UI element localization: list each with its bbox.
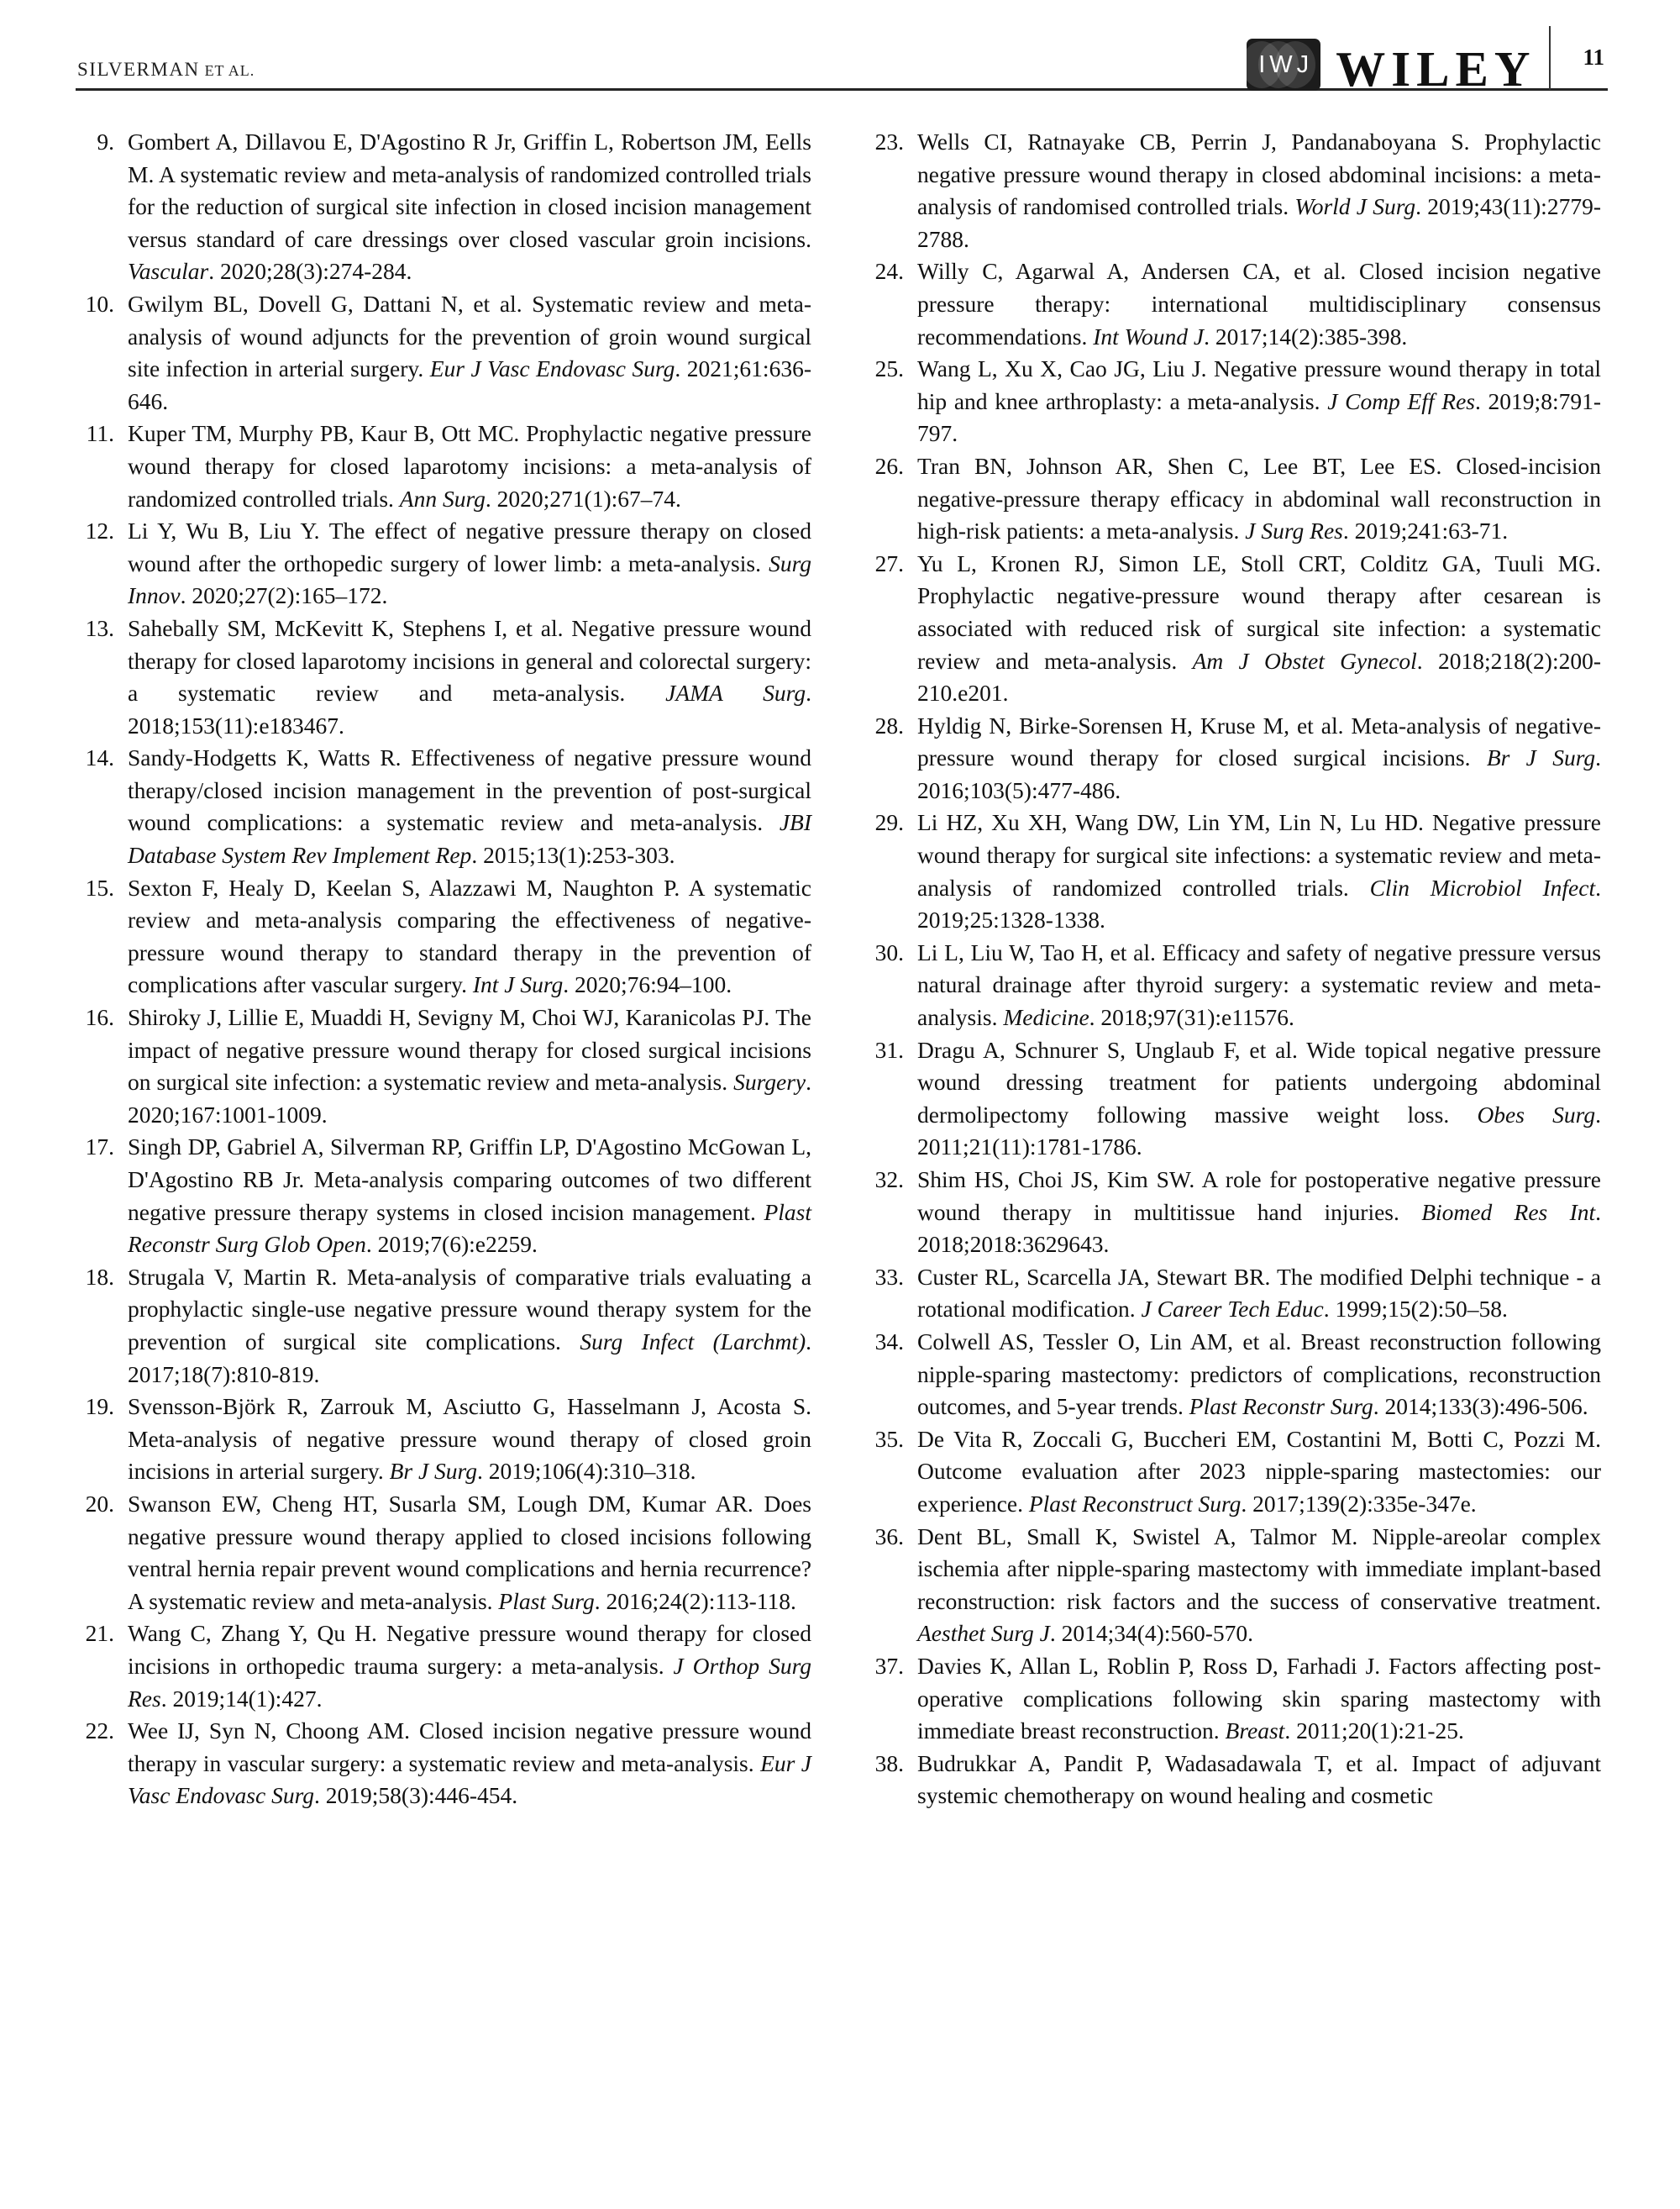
reference-item [865,353,1601,450]
reference-item [865,1521,1601,1650]
reference-text: Singh DP, Gabriel A, Silverman RP, Griffin LP, D'Agostino McGowan L, D'Agostino RB Jr. Meta-analysis comparing outcomes of two different negative pressure therapy systems in closed incision management. Plast Reconstr Surg Glob Open. 2019;7(6):e2259. [128,1133,811,1258]
reference-text: Dent BL, Small K, Swistel A, Talmor M. Nipple-areolar complex ischemia after nipple-sparing mastectomy with immediate implant-based reconstruction: risk factors and the success of conservative treatment. Aesthet Surg J. 2014;34(4):560-570. [917,1523,1601,1647]
reference-item [865,1423,1601,1521]
reference-item [76,1002,811,1131]
reference-number: 27. [874,550,904,576]
reference-text: Gwilym BL, Dovell G, Dattani N, et al. Systematic review and meta-analysis of wound adjuncts for the prevention of groin wound surgical site infection in arterial surgery. Eur J Vasc Endovasc Surg. 2021;61:636-646. [128,290,811,414]
reference-number: 26. [874,452,904,479]
reference-number: 24. [874,258,904,285]
reference-text: Budrukkar A, Pandit P, Wadasadawala T, et al. Impact of adjuvant systemic chemotherapy on wound healing and cosmetic [917,1749,1601,1809]
running-head-etal: ET AL. [204,62,255,79]
reference-number: 32. [874,1166,904,1192]
references-columns [76,126,1601,1812]
reference-text: Wee IJ, Syn N, Choong AM. Closed incision negative pressure wound therapy in vascular surgery: a systematic review and meta-analysis. Eur J Vasc Endovasc Surg. 2019;58(3):446-454. [128,1717,811,1809]
reference-number: 29. [874,809,904,836]
reference-number: 33. [874,1263,904,1290]
reference-text: Gombert A, Dillavou E, D'Agostino R Jr, Griffin L, Robertson JM, Eells M. A systematic review and meta-analysis of randomized controlled trials for the reduction of surgical site infection in closed incision management versus standard of care dressings over closed vascular groin incisions. Vascular. 2020;28(3):274-284. [128,129,811,285]
reference-item [76,126,811,288]
reference-number: 16. [85,1004,114,1031]
reference-item [865,937,1601,1034]
reference-text: Davies K, Allan L, Roblin P, Ross D, Farhadi J. Factors affecting post-operative complications following skin sparing mastectomy with immediate breast reconstruction. Breast. 2011;20(1):21-25. [917,1652,1601,1744]
page-number: 11 [1583,45,1604,70]
reference-number: 19. [85,1393,114,1420]
reference-item [76,1617,811,1715]
reference-item [865,548,1601,710]
reference-text: Sahebally SM, McKevitt K, Stephens I, et al. Negative pressure wound therapy for closed laparotomy incisions in general and colorectal surgery: a systematic review and meta-analysis. JAMA Surg. 2018;153(11):e183467. [128,614,811,739]
reference-text: Li L, Liu W, Tao H, et al. Efficacy and safety of negative pressure versus natural drainage after thyroid surgery: a systematic review and meta-analysis. Medicine. 2018;97(31):e11576. [917,939,1601,1031]
header-right-group [1247,26,1608,97]
reference-text: Shim HS, Choi JS, Kim SW. A role for postoperative negative pressure wound therapy in multitissue hand injuries. Biomed Res Int. 2018;2018:3629643. [917,1166,1601,1258]
reference-item [865,1164,1601,1261]
reference-text: Swanson EW, Cheng HT, Susarla SM, Lough DM, Kumar AR. Does negative pressure wound therapy applied to closed incisions following ventral hernia repair prevent wound complications and hernia recurrence? A systematic review and meta-analysis. Plast Surg. 2016;24(2):113-118. [128,1490,811,1614]
reference-number: 35. [874,1425,904,1452]
running-head-authors: SILVERMAN [77,59,200,80]
reference-number: 15. [85,874,114,901]
references-column-left [76,126,811,1812]
reference-item [865,1748,1601,1812]
journal-logo-iwj [1247,39,1320,91]
reference-item [76,1391,811,1488]
reference-item [76,418,811,515]
reference-item [76,1715,811,1812]
publisher-wordmark: WILEY [1336,41,1536,97]
reference-item [76,288,811,418]
reference-text: Hyldig N, Birke-Sorensen H, Kruse M, et al. Meta-analysis of negative-pressure wound therapy for closed surgical incisions. Br J Surg. 2016;103(5):477-486. [917,712,1602,803]
reference-item [865,255,1601,353]
reference-number: 37. [874,1652,904,1679]
reference-text: Strugala V, Martin R. Meta-analysis of comparative trials evaluating a prophylactic single-use negative pressure wound therapy system for the prevention of surgical site complications. Surg Infect (Larchmt). 2017;18(7):810-819. [128,1263,811,1387]
reference-item [76,1488,811,1617]
reference-item [76,613,811,742]
page-header [76,0,1608,97]
reference-item [76,1261,811,1391]
reference-item [865,450,1601,548]
reference-number: 22. [85,1717,114,1744]
reference-number: 9. [97,129,114,155]
reference-text: Yu L, Kronen RJ, Simon LE, Stoll CRT, Colditz GA, Tuuli MG. Prophylactic negative-pressure wound therapy after cesarean is associated with reduced risk of surgical site infection: a systematic review and meta-analysis. Am J Obstet Gynecol. 2018;218(2):200-210.e201. [917,550,1601,707]
reference-number: 18. [85,1263,114,1290]
reference-item [865,126,1601,255]
reference-text: Svensson-Björk R, Zarrouk M, Asciutto G, Hasselmann J, Acosta S. Meta-analysis of negative pressure wound therapy of closed groin incisions in arterial surgery. Br J Surg. 2019;106(4):310–318. [128,1393,811,1485]
reference-number: 13. [85,614,114,641]
reference-item [76,1131,811,1260]
reference-number: 34. [874,1328,904,1354]
reference-number: 38. [874,1749,904,1776]
reference-item [865,1261,1601,1326]
reference-number: 14. [85,744,114,771]
reference-number: 31. [874,1036,904,1063]
reference-item [76,742,811,871]
references-column-right [865,126,1601,1812]
reference-item [865,710,1601,807]
reference-text: Custer RL, Scarcella JA, Stewart BR. The modified Delphi technique - a rotational modification. J Career Tech Educ. 1999;15(2):50–58. [917,1263,1601,1323]
reference-text: Willy C, Agarwal A, Andersen CA, et al. Closed incision negative pressure therapy: international multidisciplinary consensus recommendations. Int Wound J. 2017;14(2):385-398. [917,258,1601,350]
reference-number: 17. [85,1133,114,1160]
reference-number: 20. [85,1490,114,1517]
reference-text: Wang L, Xu X, Cao JG, Liu J. Negative pressure wound therapy in total hip and knee arthroplasty: a meta-analysis. J Comp Eff Res. 2019;8:791-797. [917,355,1601,447]
journal-badge-text: IWJ [1258,50,1314,78]
reference-number: 30. [874,939,904,965]
reference-text: Li Y, Wu B, Liu Y. The effect of negative pressure therapy on closed wound after the orthopedic surgery of lower limb: a meta-analysis. Surg Innov. 2020;27(2):165–172. [128,518,811,609]
reference-number: 11. [86,420,114,447]
reference-text: Wells CI, Ratnayake CB, Perrin J, Pandanaboyana S. Prophylactic negative pressure wound therapy in closed abdominal incisions: a meta-analysis of randomised controlled trials. World J Surg. 2019;43(11):2779-2788. [917,129,1601,252]
reference-item [76,872,811,1002]
running-head [77,59,255,81]
reference-text: Dragu A, Schnurer S, Unglaub F, et al. Wide topical negative pressure wound dressing treatment for patients undergoing abdominal dermolipectomy following massive weight loss. Obes Surg. 2011;21(11):1781-1786. [917,1036,1601,1160]
reference-text: Sexton F, Healy D, Keelan S, Alazzawi M, Naughton P. A systematic review and meta-analysis comparing the effectiveness of negative-pressure wound therapy to standard therapy in the prevention of complications after vascular surgery. Int J Surg. 2020;76:94–100. [128,874,811,998]
reference-number: 12. [85,518,114,544]
reference-text: Tran BN, Johnson AR, Shen C, Lee BT, Lee ES. Closed-incision negative-pressure therapy efficacy in abdominal wall reconstruction in high-risk patients: a meta-analysis. J Surg Res. 2019;241:63-71. [917,452,1601,544]
header-vertical-divider [1549,26,1551,90]
reference-number: 25. [874,355,904,382]
reference-text: Wang C, Zhang Y, Qu H. Negative pressure wound therapy for closed incisions in orthopedic trauma surgery: a meta-analysis. J Orthop Surg Res. 2019;14(1):427. [128,1620,812,1712]
reference-text: Shiroky J, Lillie E, Muaddi H, Sevigny M, Choi WJ, Karanicolas PJ. The impact of negative pressure wound therapy for closed surgical incisions on surgical site infection: a systematic review and meta-analysis. Surgery. 2020;167:1001-1009. [128,1004,811,1128]
reference-number: 36. [874,1523,904,1549]
reference-item [865,1650,1601,1748]
reference-item [865,807,1601,936]
reference-item [865,1034,1601,1164]
reference-item [865,1326,1601,1423]
reference-number: 28. [874,712,904,739]
reference-text: Sandy-Hodgetts K, Watts R. Effectiveness of negative pressure wound therapy/closed incision management in the prevention of post-surgical wound complications: a systematic review and meta-analysis. JBI Database System Rev Implement Rep. 2015;13(1):253-303. [128,744,811,869]
reference-number: 10. [85,290,114,317]
reference-text: Li HZ, Xu XH, Wang DW, Lin YM, Lin N, Lu HD. Negative pressure wound therapy for surgical site infections: a systematic review and meta-analysis of randomized controlled trials. Clin Microbiol Infect. 2019;25:1328-1338. [917,809,1601,934]
reference-number: 23. [874,129,904,155]
reference-text: De Vita R, Zoccali G, Buccheri EM, Costantini M, Botti C, Pozzi M. Outcome evaluation after 2023 nipple-sparing mastectomies: our experience. Plast Reconstruct Surg. 2017;139(2):335e-347e. [917,1425,1601,1517]
reference-item [76,515,811,613]
reference-text: Kuper TM, Murphy PB, Kaur B, Ott MC. Prophylactic negative pressure wound therapy for closed laparotomy incisions: a meta-analysis of randomized controlled trials. Ann Surg. 2020;271(1):67–74. [128,420,811,512]
reference-text: Colwell AS, Tessler O, Lin AM, et al. Breast reconstruction following nipple-sparing mastectomy: predictors of complications, reconstruction outcomes, and 5-year trends. Plast Reconstr Surg. 2014;133(3):496-506. [917,1328,1601,1420]
reference-number: 21. [85,1620,114,1647]
